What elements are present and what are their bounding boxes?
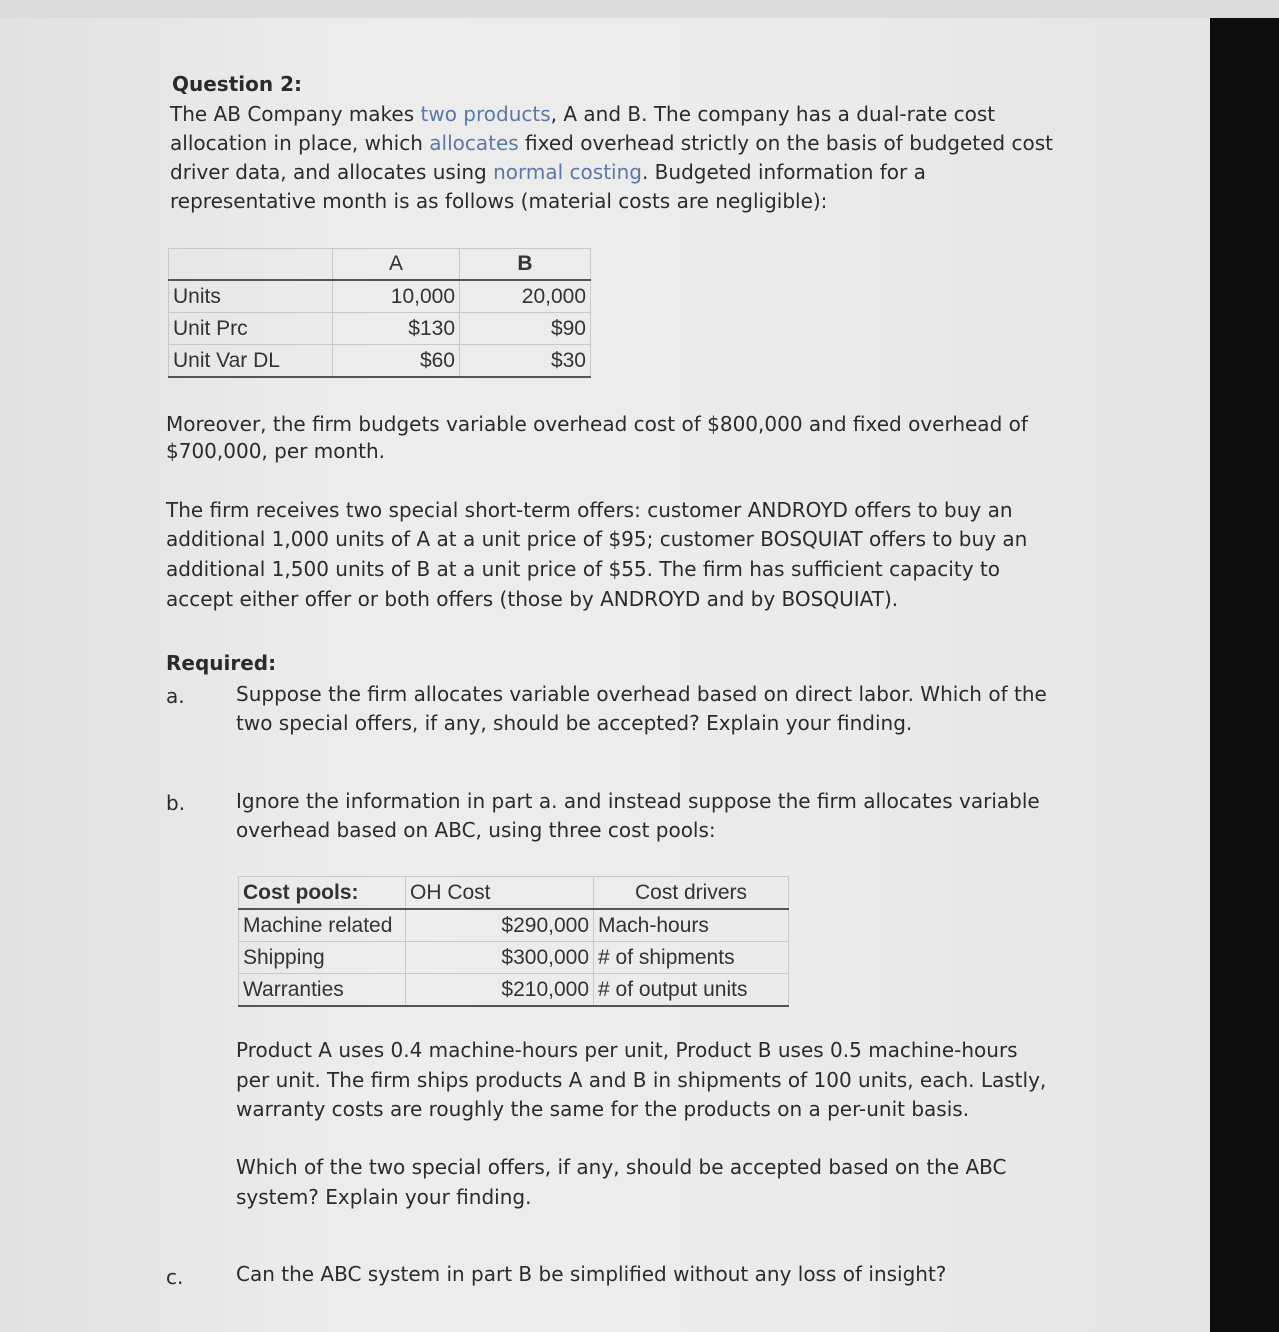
intro-text: fixed overhead strictly on the basis of budgeted cost — [518, 131, 1053, 155]
offers-line-2: additional 1,000 units of A at a unit price of $95; customer BOSQUIAT offers to buy an — [166, 527, 1028, 551]
pool-driver: Mach-hours — [594, 909, 789, 942]
part-b-question-line-1: Which of the two special offers, if any, should be accepted based on the ABC — [236, 1155, 1007, 1179]
table-row — [239, 942, 789, 974]
pool-cost: $210,000 — [406, 974, 594, 1007]
intro-text: . Budgeted information for a — [641, 160, 926, 184]
offers-line-3: additional 1,500 units of B at a unit price of $55. The firm has sufficient capacity to — [166, 557, 1000, 581]
part-b-label: b. — [166, 791, 186, 815]
intro-text: The AB Company makes — [170, 102, 421, 126]
intro-line-2 — [170, 129, 1053, 158]
part-b-line-2: overhead based on ABC, using three cost pools: — [236, 818, 716, 842]
table-header-cell: B — [460, 249, 591, 281]
part-c-label: c. — [166, 1265, 184, 1289]
table-header-row — [239, 877, 789, 910]
table-header-row — [169, 249, 591, 281]
part-a-line-1: Suppose the firm allocates variable overhead based on direct labor. Which of the — [236, 682, 1047, 706]
part-a-label: a. — [166, 684, 185, 708]
part-c-line: Can the ABC system in part B be simplified without any loss of insight? — [236, 1262, 947, 1286]
overhead-line-2: $700,000, per month. — [166, 439, 385, 463]
value-b: 20,000 — [460, 280, 591, 313]
value-b: $90 — [460, 313, 591, 345]
question-title: Question 2: — [172, 72, 302, 96]
table-header-cell: Cost drivers — [594, 877, 789, 910]
row-label: Unit Var DL — [169, 345, 333, 378]
row-label: Units — [169, 280, 333, 313]
pool-name: Shipping — [239, 942, 406, 974]
part-b-question-line-2: system? Explain your finding. — [236, 1185, 532, 1209]
pool-name: Warranties — [239, 974, 406, 1007]
intro-line-4 — [170, 187, 827, 216]
required-title: Required: — [166, 651, 277, 675]
value-b: $30 — [460, 345, 591, 378]
value-a: $130 — [333, 313, 460, 345]
part-b-detail-line-1: Product A uses 0.4 machine-hours per unit, Product B uses 0.5 machine-hours — [236, 1038, 1018, 1062]
part-b-detail-line-2: per unit. The firm ships products A and B in shipments of 100 units, each. Lastly, — [236, 1068, 1047, 1092]
intro-line-3 — [170, 158, 926, 187]
table-header-cell: A — [333, 249, 460, 281]
table-header-cell: OH Cost — [406, 877, 594, 910]
intro-text: representative month is as follows (material costs are negligible): — [170, 189, 828, 213]
monitor-bezel — [1210, 18, 1279, 1332]
value-a: 10,000 — [333, 280, 460, 313]
budget-table — [168, 248, 591, 378]
part-b-detail-line-3: warranty costs are roughly the same for the products on a per-unit basis. — [236, 1097, 970, 1121]
offers-line-4: accept either offer or both offers (those by ANDROYD and by BOSQUIAT). — [166, 587, 899, 611]
part-a-line-2: two special offers, if any, should be accepted? Explain your finding. — [236, 711, 913, 735]
table-row — [169, 280, 591, 313]
intro-text: , A and B. The company has a dual-rate cost — [550, 102, 996, 126]
pool-cost: $290,000 — [406, 909, 594, 942]
table-row — [169, 345, 591, 378]
intro-highlight: normal costing — [493, 160, 642, 184]
pool-driver: # of output units — [594, 974, 789, 1007]
part-b-line-1: Ignore the information in part a. and instead suppose the firm allocates variable — [236, 789, 1040, 813]
table-row — [169, 313, 591, 345]
pool-driver: # of shipments — [594, 942, 789, 974]
intro-highlight: two products — [420, 102, 551, 126]
intro-text: allocation in place, which — [170, 131, 430, 155]
intro-highlight: allocates — [429, 131, 519, 155]
pool-cost: $300,000 — [406, 942, 594, 974]
cost-pools-table — [238, 876, 789, 1007]
table-row — [239, 909, 789, 942]
table-header-cell: Cost pools: — [239, 877, 406, 910]
intro-line-1 — [170, 100, 995, 129]
row-label: Unit Prc — [169, 313, 333, 345]
overhead-line-1: Moreover, the firm budgets variable overhead cost of $800,000 and fixed overhead of — [166, 412, 1028, 436]
value-a: $60 — [333, 345, 460, 378]
offers-line-1: The firm receives two special short-term offers: customer ANDROYD offers to buy an — [166, 498, 1013, 522]
table-row — [239, 974, 789, 1007]
table-header-cell — [169, 249, 333, 281]
intro-text: driver data, and allocates using — [170, 160, 494, 184]
pool-name: Machine related — [239, 909, 406, 942]
